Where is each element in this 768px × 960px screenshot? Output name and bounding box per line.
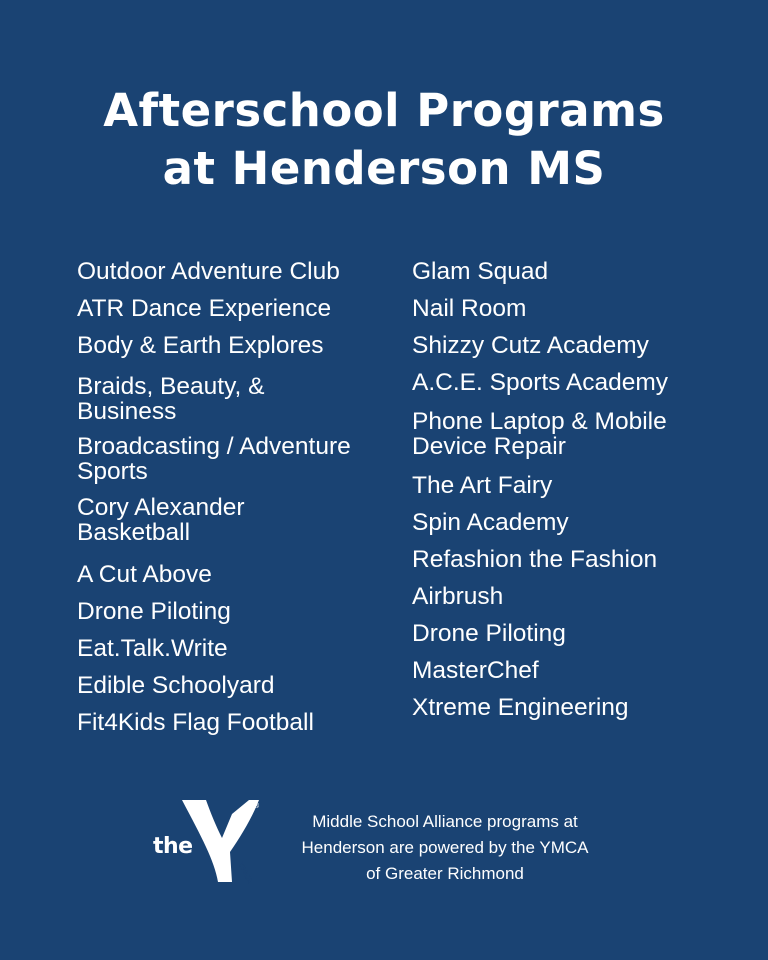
program-item: A.C.E. Sports Academy (412, 369, 668, 396)
program-item-line: Basketball (77, 519, 191, 546)
footer-line-1: Middle School Alliance programs at (312, 812, 578, 831)
program-item-line: Device Repair (412, 433, 566, 460)
program-item: Edible Schoolyard (77, 672, 275, 699)
program-item: Drone Piloting (77, 598, 231, 625)
program-item-line: Broadcasting / Adventure (77, 433, 351, 460)
footer-line-3: of Greater Richmond (366, 864, 524, 883)
program-item: A Cut Above (77, 561, 212, 588)
program-item: Shizzy Cutz Academy (412, 332, 649, 359)
program-item: Eat.Talk.Write (77, 635, 228, 662)
program-item: The Art Fairy (412, 472, 553, 499)
program-item: Outdoor Adventure Club (77, 258, 340, 285)
footer-line-2: Henderson are powered by the YMCA (301, 838, 589, 857)
program-item: Body & Earth Explores (77, 332, 324, 359)
program-item: Refashion the Fashion (412, 546, 658, 573)
program-item-line: Cory Alexander (77, 494, 245, 521)
program-item-line: Braids, Beauty, & (77, 373, 265, 400)
program-item-line: Phone Laptop & Mobile (412, 408, 667, 435)
registered-mark: ® (253, 802, 260, 810)
logo-the-text: the (153, 834, 193, 859)
program-item-line: Sports (77, 458, 148, 485)
program-item: Drone Piloting (412, 620, 566, 647)
ymca-logo (150, 798, 266, 890)
page-title-line-1: Afterschool Programs (103, 84, 665, 137)
program-item: Spin Academy (412, 509, 569, 536)
ymca-y-icon (180, 798, 266, 890)
program-item: Airbrush (412, 583, 504, 610)
program-item: ATR Dance Experience (77, 295, 332, 322)
program-item: Glam Squad (412, 258, 549, 285)
program-item-line: Business (77, 398, 177, 425)
program-item (77, 434, 351, 484)
page-title (0, 82, 768, 198)
program-item: MasterChef (412, 657, 539, 684)
program-item (77, 495, 245, 545)
page-title-line-2: at Henderson MS (162, 142, 606, 195)
footer-note (270, 809, 620, 887)
program-item: Xtreme Engineering (412, 694, 629, 721)
program-item: Nail Room (412, 295, 527, 322)
program-item (77, 374, 264, 424)
program-item (412, 409, 667, 459)
program-item: Fit4Kids Flag Football (77, 709, 314, 736)
ymca-mark-text: YMCA (236, 861, 254, 885)
